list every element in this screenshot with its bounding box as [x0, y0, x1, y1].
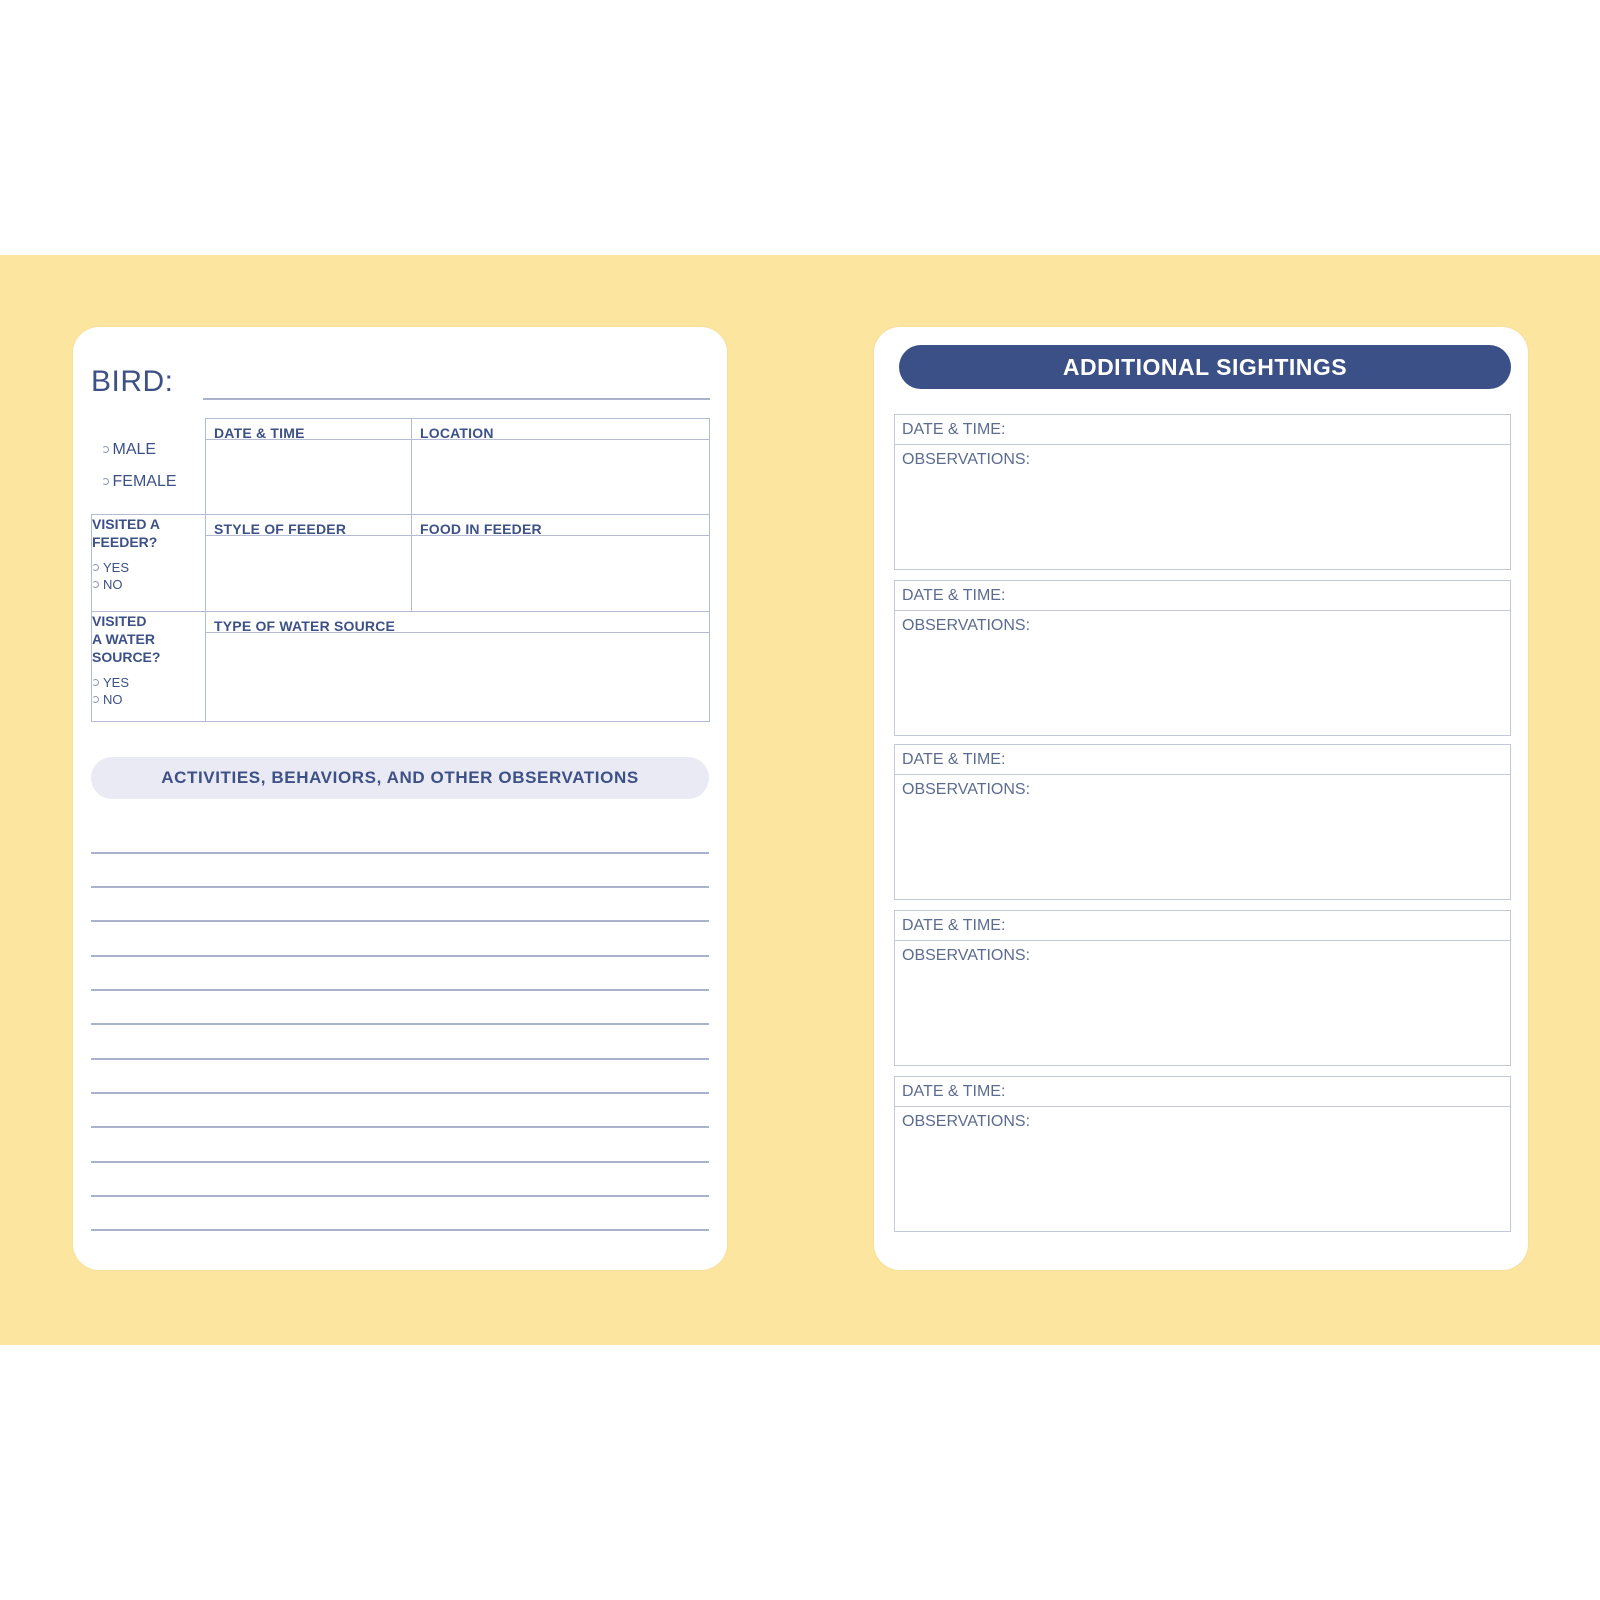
writing-line[interactable]: [91, 989, 709, 991]
location-cell[interactable]: [412, 419, 710, 515]
visited-feeder-cell: [92, 515, 206, 612]
sighting-date-field[interactable]: DATE & TIME:: [895, 745, 1510, 775]
radio-circle-icon: [92, 696, 99, 703]
water-source-cell[interactable]: [206, 612, 710, 722]
no-label: NO: [103, 577, 123, 592]
male-label: MALE: [112, 440, 157, 458]
female-label: FEMALE: [112, 472, 177, 490]
sighting-date-field[interactable]: DATE & TIME:: [895, 581, 1510, 611]
sighting-details-grid: [91, 418, 709, 722]
date-time-header: DATE & TIME: [206, 419, 411, 440]
date-time-cell[interactable]: [206, 419, 412, 515]
sighting-box: [894, 744, 1511, 900]
sex-options: [92, 419, 206, 515]
radio-circle-icon: [92, 679, 99, 686]
visited-feeder-question: VISITED A: [92, 516, 160, 532]
style-of-feeder-cell[interactable]: [206, 515, 412, 612]
bird-name-row: [91, 365, 711, 405]
sighting-date-field[interactable]: DATE & TIME:: [895, 415, 1510, 445]
writing-line[interactable]: [91, 852, 709, 854]
male-option[interactable]: [102, 441, 206, 459]
sighting-observations-field[interactable]: OBSERVATIONS:: [902, 451, 1031, 468]
sighting-date-field[interactable]: DATE & TIME:: [895, 911, 1510, 941]
radio-circle-icon: [102, 478, 109, 485]
radio-circle-icon: [102, 446, 109, 453]
bird-label: BIRD:: [91, 365, 174, 398]
visited-water-question-2: A WATER: [92, 631, 155, 647]
additional-sightings-banner: ADDITIONAL SIGHTINGS: [899, 345, 1511, 389]
writing-line[interactable]: [91, 1126, 709, 1128]
water-yes-option[interactable]: [92, 674, 205, 691]
feeder-yes-option[interactable]: [92, 559, 205, 576]
writing-line[interactable]: [91, 1229, 709, 1231]
radio-circle-icon: [92, 564, 99, 571]
location-header: LOCATION: [412, 419, 709, 440]
visited-water-question-3: SOURCE?: [92, 649, 161, 665]
visited-feeder-question-2: FEEDER?: [92, 534, 158, 550]
visited-water-cell: [92, 612, 206, 722]
sighting-box: [894, 910, 1511, 1066]
radio-circle-icon: [92, 581, 99, 588]
observations-heading: ACTIVITIES, BEHAVIORS, AND OTHER OBSERVATIONS: [91, 757, 709, 799]
bird-name-field[interactable]: [203, 398, 710, 400]
writing-line[interactable]: [91, 886, 709, 888]
writing-line[interactable]: [91, 1161, 709, 1163]
food-in-feeder-cell[interactable]: [412, 515, 710, 612]
sighting-observations-field[interactable]: OBSERVATIONS:: [902, 781, 1031, 798]
yes-label: YES: [103, 560, 130, 575]
sighting-date-field[interactable]: DATE & TIME:: [895, 1077, 1510, 1107]
writing-line[interactable]: [91, 955, 709, 957]
additional-sightings-page: [874, 327, 1528, 1270]
style-of-feeder-header: STYLE OF FEEDER: [206, 515, 411, 536]
bird-record-page: [73, 327, 727, 1270]
water-source-header: TYPE OF WATER SOURCE: [206, 612, 709, 633]
food-in-feeder-header: FOOD IN FEEDER: [412, 515, 709, 536]
sighting-box: [894, 414, 1511, 570]
writing-line[interactable]: [91, 1058, 709, 1060]
writing-line[interactable]: [91, 1023, 709, 1025]
sighting-box: [894, 1076, 1511, 1232]
writing-line[interactable]: [91, 1092, 709, 1094]
sighting-box: [894, 580, 1511, 736]
sighting-observations-field[interactable]: OBSERVATIONS:: [902, 947, 1031, 964]
writing-line[interactable]: [91, 920, 709, 922]
water-no-option[interactable]: [92, 691, 205, 708]
sighting-observations-field[interactable]: OBSERVATIONS:: [902, 1113, 1031, 1130]
sighting-observations-field[interactable]: OBSERVATIONS:: [902, 617, 1031, 634]
no-label: NO: [103, 692, 123, 707]
female-option[interactable]: [102, 473, 206, 491]
yes-label: YES: [103, 675, 130, 690]
feeder-no-option[interactable]: [92, 576, 205, 593]
writing-line[interactable]: [91, 1195, 709, 1197]
visited-water-question: VISITED: [92, 613, 147, 629]
